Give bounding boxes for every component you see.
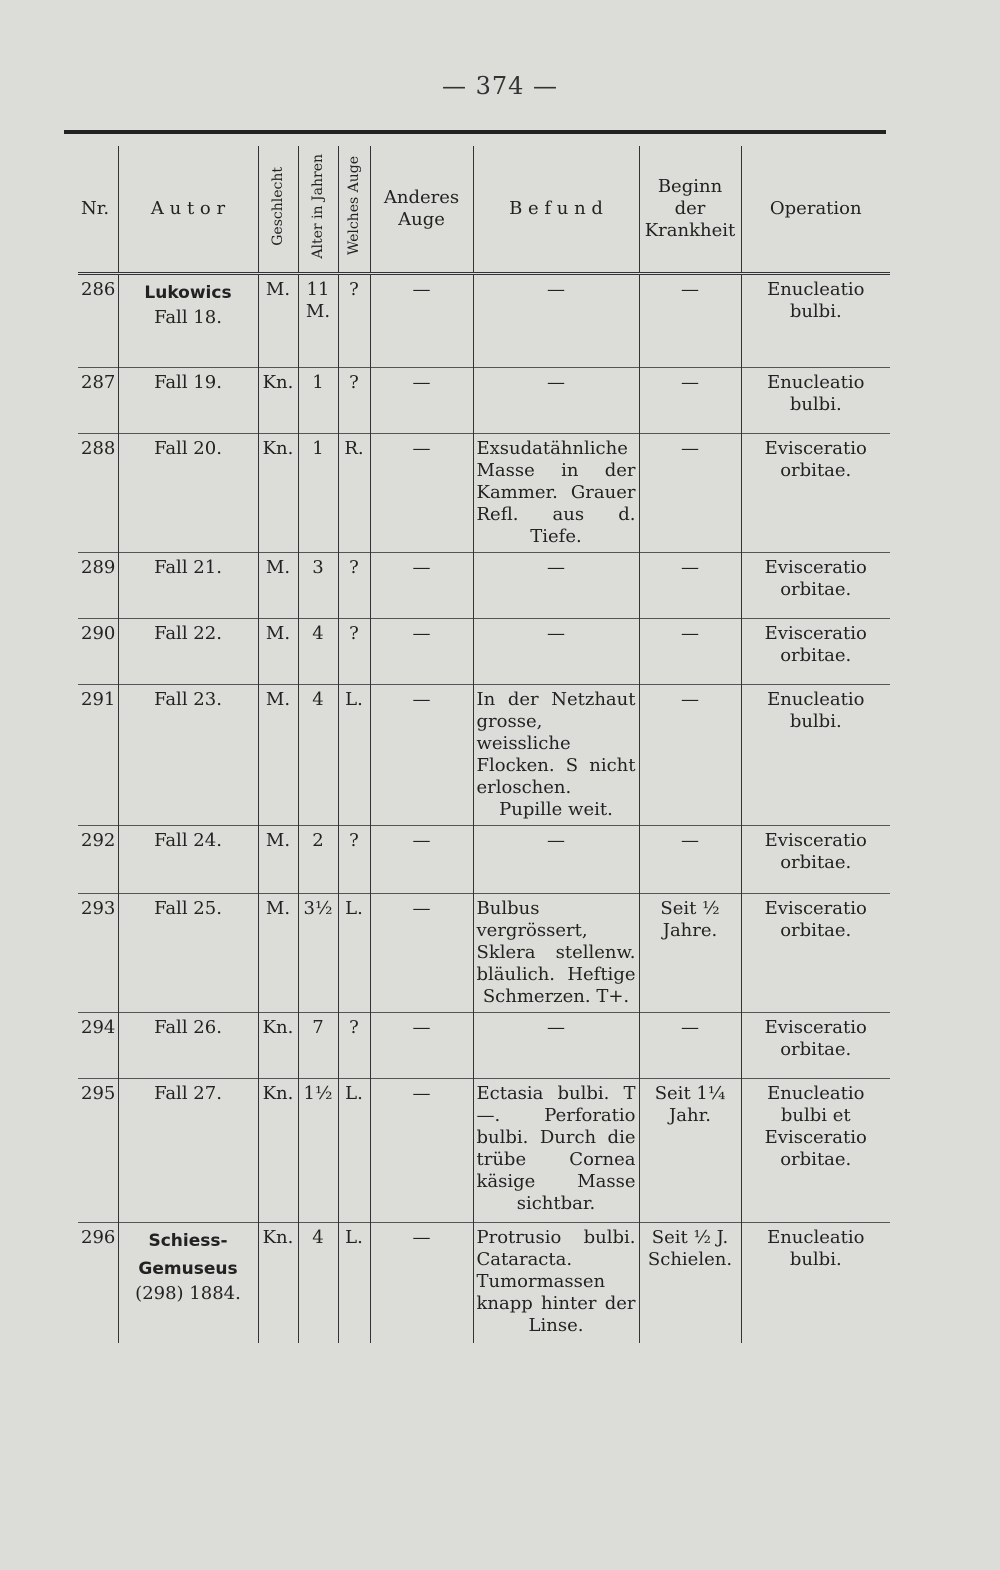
cell-alter: 1 [298, 368, 338, 434]
table-row [78, 368, 890, 434]
cell-geschlecht: M. [258, 685, 298, 826]
cell-befund: — [473, 1013, 639, 1079]
cell-auge: L. [338, 1079, 370, 1223]
cell-autor [118, 553, 258, 619]
header-auge [338, 146, 370, 274]
cell-anderes-auge: — [370, 1079, 473, 1223]
cell-anderes-auge: — [370, 685, 473, 826]
cell-beginn: — [639, 826, 741, 894]
cell-auge: ? [338, 368, 370, 434]
page-number: — 374 — [441, 72, 559, 100]
cell-alter: 3 [298, 553, 338, 619]
case-label: Fall 19. [154, 372, 222, 393]
case-label: Fall 21. [154, 557, 222, 578]
header-row [78, 146, 890, 274]
cell-beginn: Seit 1¼ Jahr. [639, 1079, 741, 1223]
cell-beginn: Seit ½ Jahre. [639, 894, 741, 1013]
cell-nr: 290 [78, 619, 118, 685]
table-row [78, 894, 890, 1013]
case-label: Fall 24. [154, 830, 222, 851]
cell-operation: Evisceratio orbitae. [741, 553, 890, 619]
cell-alter: 7 [298, 1013, 338, 1079]
cell-operation: Evisceratio orbitae. [741, 826, 890, 894]
case-table [78, 146, 890, 1343]
cell-geschlecht: Kn. [258, 1223, 298, 1343]
cell-operation: Enucleatio bulbi. [741, 1223, 890, 1343]
case-label: Fall 25. [154, 898, 222, 919]
cell-auge: R. [338, 434, 370, 553]
cell-geschlecht: M. [258, 274, 298, 368]
cell-alter: 1 [298, 434, 338, 553]
cell-befund: — [473, 368, 639, 434]
case-label: Fall 18. [154, 307, 222, 328]
table-row [78, 826, 890, 894]
cell-operation: Enucleatio bulbi. [741, 274, 890, 368]
top-rule [64, 130, 886, 134]
cell-nr: 289 [78, 553, 118, 619]
cell-nr: 286 [78, 274, 118, 368]
cell-autor [118, 894, 258, 1013]
cell-anderes-auge: — [370, 1013, 473, 1079]
cell-alter: 4 [298, 1223, 338, 1343]
cell-anderes-auge: — [370, 368, 473, 434]
cell-autor [118, 1079, 258, 1223]
cell-nr: 291 [78, 685, 118, 826]
cell-auge: L. [338, 685, 370, 826]
cell-beginn: Seit ½ J. Schielen. [639, 1223, 741, 1343]
cell-autor [118, 434, 258, 553]
cell-autor [118, 619, 258, 685]
cell-auge: ? [338, 619, 370, 685]
cell-geschlecht: M. [258, 553, 298, 619]
cell-beginn: — [639, 685, 741, 826]
header-nr: Nr. [78, 146, 118, 274]
cell-anderes-auge: — [370, 894, 473, 1013]
table-row [78, 274, 890, 368]
cell-autor [118, 274, 258, 368]
case-label: Fall 26. [154, 1017, 222, 1038]
author-name: Lukowics [144, 283, 232, 303]
cell-befund: Bulbus vergrössert, Sklera stellenw. bläulich. Heftige Schmerzen. T+. [473, 894, 639, 1013]
header-geschlecht-label: Geschlecht [270, 166, 286, 246]
cell-beginn: — [639, 619, 741, 685]
cell-geschlecht: Kn. [258, 368, 298, 434]
case-label: Fall 22. [154, 623, 222, 644]
cell-anderes-auge: — [370, 619, 473, 685]
cell-nr: 293 [78, 894, 118, 1013]
cell-operation: Evisceratio orbitae. [741, 434, 890, 553]
cell-befund: Protrusio bulbi. Cataracta. Tumormassen knapp hinter der Linse. [473, 1223, 639, 1343]
case-label: (298) 1884. [135, 1283, 241, 1304]
header-beginn: Beginn der Krankheit [639, 146, 741, 274]
cell-autor [118, 1223, 258, 1343]
cell-anderes-auge: — [370, 553, 473, 619]
cell-befund: — [473, 619, 639, 685]
cell-befund: — [473, 826, 639, 894]
header-befund: B e f u n d [473, 146, 639, 274]
cell-auge: ? [338, 1013, 370, 1079]
cell-befund: — [473, 274, 639, 368]
cell-auge: ? [338, 553, 370, 619]
table-row [78, 1079, 890, 1223]
cell-alter: 4 [298, 685, 338, 826]
cell-alter: 11 M. [298, 274, 338, 368]
cell-auge: ? [338, 826, 370, 894]
header-anderes-auge: Anderes Auge [370, 146, 473, 274]
cell-beginn: — [639, 553, 741, 619]
cell-geschlecht: Kn. [258, 1013, 298, 1079]
cell-anderes-auge: — [370, 274, 473, 368]
cell-beginn: — [639, 434, 741, 553]
table-row [78, 685, 890, 826]
cell-nr: 295 [78, 1079, 118, 1223]
author-name: Schiess-Gemuseus [138, 1231, 238, 1279]
cell-geschlecht: Kn. [258, 1079, 298, 1223]
header-autor: A u t o r [118, 146, 258, 274]
cell-alter: 2 [298, 826, 338, 894]
cell-autor [118, 1013, 258, 1079]
cell-geschlecht: M. [258, 826, 298, 894]
cell-nr: 294 [78, 1013, 118, 1079]
cell-nr: 287 [78, 368, 118, 434]
cell-geschlecht: M. [258, 619, 298, 685]
cell-auge: ? [338, 274, 370, 368]
cell-nr: 296 [78, 1223, 118, 1343]
cell-alter: 4 [298, 619, 338, 685]
table-row [78, 553, 890, 619]
cell-operation: Evisceratio orbitae. [741, 1013, 890, 1079]
cell-anderes-auge: — [370, 826, 473, 894]
case-label: Fall 20. [154, 438, 222, 459]
cell-operation: Evisceratio orbitae. [741, 894, 890, 1013]
cell-operation: Enucleatio bulbi. [741, 368, 890, 434]
cell-beginn: — [639, 274, 741, 368]
table-row [78, 434, 890, 553]
cell-beginn: — [639, 1013, 741, 1079]
cell-operation: Evisceratio orbitae. [741, 619, 890, 685]
table-body [78, 274, 890, 1343]
cell-alter: 1½ [298, 1079, 338, 1223]
cell-operation: Enucleatio bulbi et Evisceratio orbitae. [741, 1079, 890, 1223]
cell-beginn: — [639, 368, 741, 434]
cell-geschlecht: M. [258, 894, 298, 1013]
cell-anderes-auge: — [370, 1223, 473, 1343]
header-operation: Operation [741, 146, 890, 274]
cell-autor [118, 368, 258, 434]
cell-autor [118, 826, 258, 894]
cell-anderes-auge: — [370, 434, 473, 553]
case-table-wrap [64, 130, 886, 1343]
cell-nr: 288 [78, 434, 118, 553]
cell-auge: L. [338, 894, 370, 1013]
cell-alter: 3½ [298, 894, 338, 1013]
cell-geschlecht: Kn. [258, 434, 298, 553]
table-row [78, 619, 890, 685]
header-geschlecht [258, 146, 298, 274]
case-label: Fall 23. [154, 689, 222, 710]
case-label: Fall 27. [154, 1083, 222, 1104]
cell-autor [118, 685, 258, 826]
cell-auge: L. [338, 1223, 370, 1343]
table-row [78, 1013, 890, 1079]
header-alter [298, 146, 338, 274]
cell-nr: 292 [78, 826, 118, 894]
table-row [78, 1223, 890, 1343]
cell-befund: Exsudatähnliche Masse in der Kammer. Grauer Refl. aus d. Tiefe. [473, 434, 639, 553]
cell-befund: In der Netzhaut grosse, weissliche Flocken. S nicht erloschen. Pupille weit. [473, 685, 639, 826]
header-alter-label: Alter in Jahren [310, 153, 326, 259]
cell-operation: Enucleatio bulbi. [741, 685, 890, 826]
cell-befund: — [473, 553, 639, 619]
cell-befund: Ectasia bulbi. T—. Perforatio bulbi. Durch die trübe Cornea käsige Masse sichtbar. [473, 1079, 639, 1223]
header-auge-label: Welches Auge [346, 156, 362, 256]
